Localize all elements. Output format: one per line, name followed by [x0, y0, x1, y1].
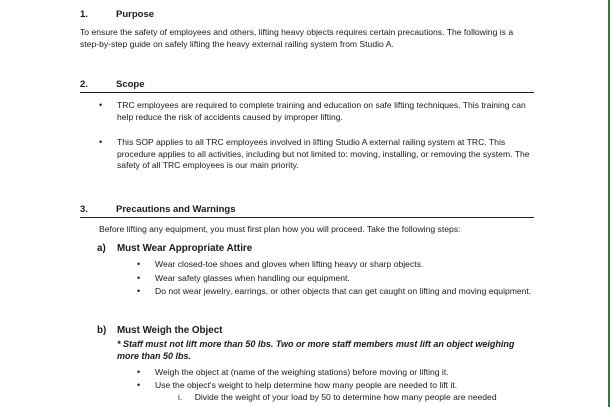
list-item [137, 272, 535, 285]
section-precautions [80, 204, 534, 218]
bullet-icon: • [137, 379, 141, 390]
section-number: 3. [80, 204, 88, 215]
section-scope [80, 79, 534, 93]
list-item-text: Wear closed-toe shoes and gloves when lifting heavy or sharp objects. [155, 259, 424, 269]
roman-item-text: Divide the weight of your load by 50 to determine how many people are needed [194, 392, 497, 402]
section-title: Precautions and Warnings [116, 204, 236, 215]
roman-list-item [178, 392, 497, 404]
list-item-text: Weigh the object at (name of the weighing stations) before moving or lifting it. [155, 367, 449, 377]
list-item [99, 137, 534, 172]
precautions-intro: Before lifting any equipment, you must first plan how you will proceed. Take the following steps: [99, 224, 461, 234]
section-title: Purpose [116, 9, 155, 20]
section-heading [80, 204, 534, 218]
bullet-icon: • [137, 272, 141, 283]
roman-marker: i. [178, 392, 183, 402]
section-purpose [80, 9, 534, 50]
purpose-text: To ensure the safety of employees and others, lifting heavy objects requires certain precautions. The following is a step-by-step guide on safely lifting the heavy external railing system from Studio A. [80, 27, 514, 49]
bullet-icon: • [137, 259, 141, 269]
section-heading [80, 79, 534, 93]
section-number: 1. [80, 9, 88, 20]
warning-text: Staff must not lift more than 50 lbs. Two or more staff members must lift an object weighing more than 50 lbs. [117, 339, 515, 361]
bullet-icon: • [99, 100, 103, 110]
list-item [99, 100, 534, 123]
section-heading [80, 9, 534, 22]
list-item [137, 286, 535, 298]
list-item-text: Do not wear jewelry, earrings, or other objects that can get caught on lifting and moving equipment. [155, 286, 532, 296]
subsection-title: Must Weigh the Object [117, 325, 223, 336]
scope-bullet-list [99, 100, 534, 172]
list-item [137, 379, 535, 392]
section-number: 2. [80, 79, 88, 90]
list-item [137, 259, 535, 271]
list-item-text: TRC employees are required to complete training and education on safe lifting techniques. This training can help reduce the risk of accidents caused by improper lifting. [117, 100, 526, 122]
bullet-icon: • [137, 367, 141, 377]
warning-bullet-icon: * [117, 339, 121, 349]
subsection-title: Must Wear Appropriate Attire [117, 243, 253, 254]
bullet-icon: • [137, 286, 141, 296]
list-item [137, 367, 535, 379]
list-item-text: Use the object's weight to help determine how many people are needed to lift it. [155, 379, 458, 390]
section-title: Scope [116, 79, 145, 90]
list-item-text: Wear safety glasses when handling our equipment. [155, 272, 350, 283]
bullet-icon: • [99, 137, 103, 147]
subsection-letter: a) [97, 243, 106, 254]
attire-bullet-list [137, 259, 535, 298]
list-item-text: This SOP applies to all TRC employees involved in lifting Studio A external railing system at TRC. This procedure applies to all activities, including but not limited to: moving, installing, or removing the system. The safety of all TRC employees is our main priority. [117, 137, 530, 170]
subsection-letter: b) [97, 325, 107, 336]
weigh-bullet-list [137, 367, 535, 391]
weight-limit-warning [117, 338, 537, 362]
